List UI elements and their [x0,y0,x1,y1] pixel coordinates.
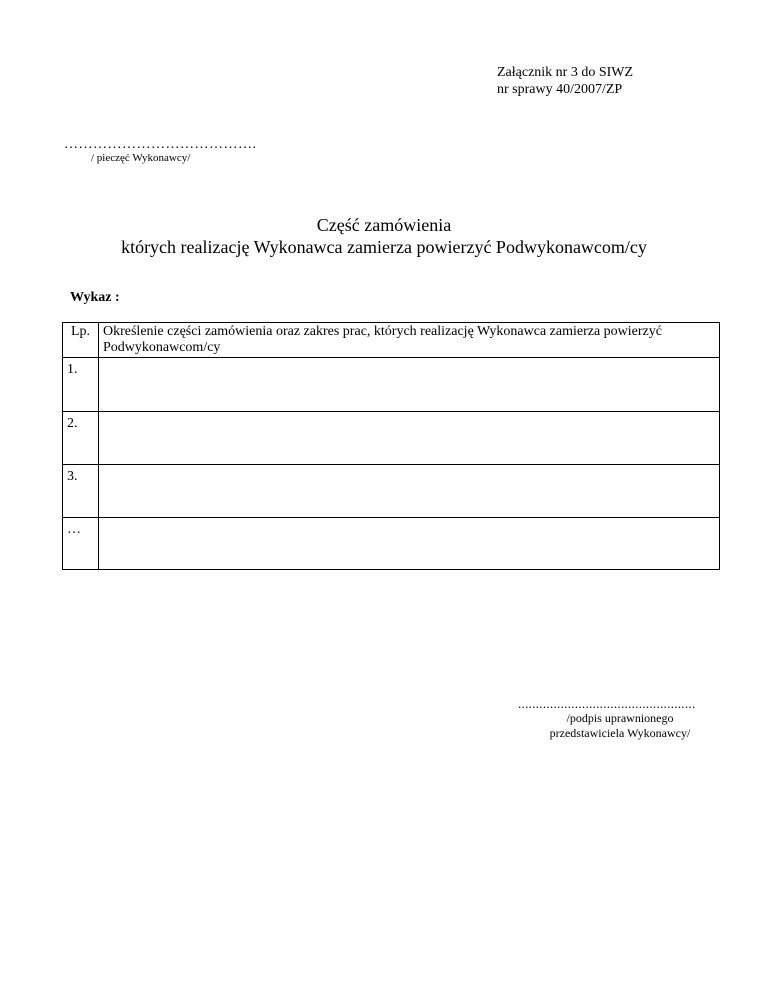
header-description: Określenie części zamówienia oraz zakres prac, których realizację Wykonawca zamierza powierzyć Podwykonawcom/cy [99,323,720,358]
header-lp: Lp. [63,323,99,358]
title-line-1: Część zamówienia [316,215,452,235]
list-label: Wykaz : [70,290,120,305]
row-number: 2. [63,412,99,465]
subcontract-table [62,322,720,570]
signature-caption-line-2: przedstawiciela Wykonawcy/ [549,726,691,740]
table-row [63,358,720,412]
row-number: … [63,518,99,570]
row-description[interactable] [99,518,720,570]
table-row [63,465,720,518]
row-description[interactable] [99,465,720,518]
row-number: 3. [63,465,99,518]
title-line-2: których realizację Wykonawca zamierza powierzyć Podwykonawcom/cy [121,237,647,257]
case-number: nr sprawy 40/2007/ZP [497,82,623,97]
row-description[interactable] [99,412,720,465]
table-header-row [63,323,720,358]
signature-caption [520,711,720,741]
document-reference [497,64,633,98]
page-title [0,214,768,258]
table-row [63,518,720,570]
row-description[interactable] [99,358,720,412]
attachment-label: Załącznik nr 3 do SIWZ [497,65,634,80]
stamp-caption: / pieczęć Wykonawcy/ [91,152,191,164]
row-number: 1. [63,358,99,412]
table-row [63,412,720,465]
signature-caption-line-1: /podpis uprawnionego [566,711,674,725]
stamp-dotted-line: …………………………………. [64,137,257,152]
signature-dotted-line: .................................................. [518,696,696,711]
